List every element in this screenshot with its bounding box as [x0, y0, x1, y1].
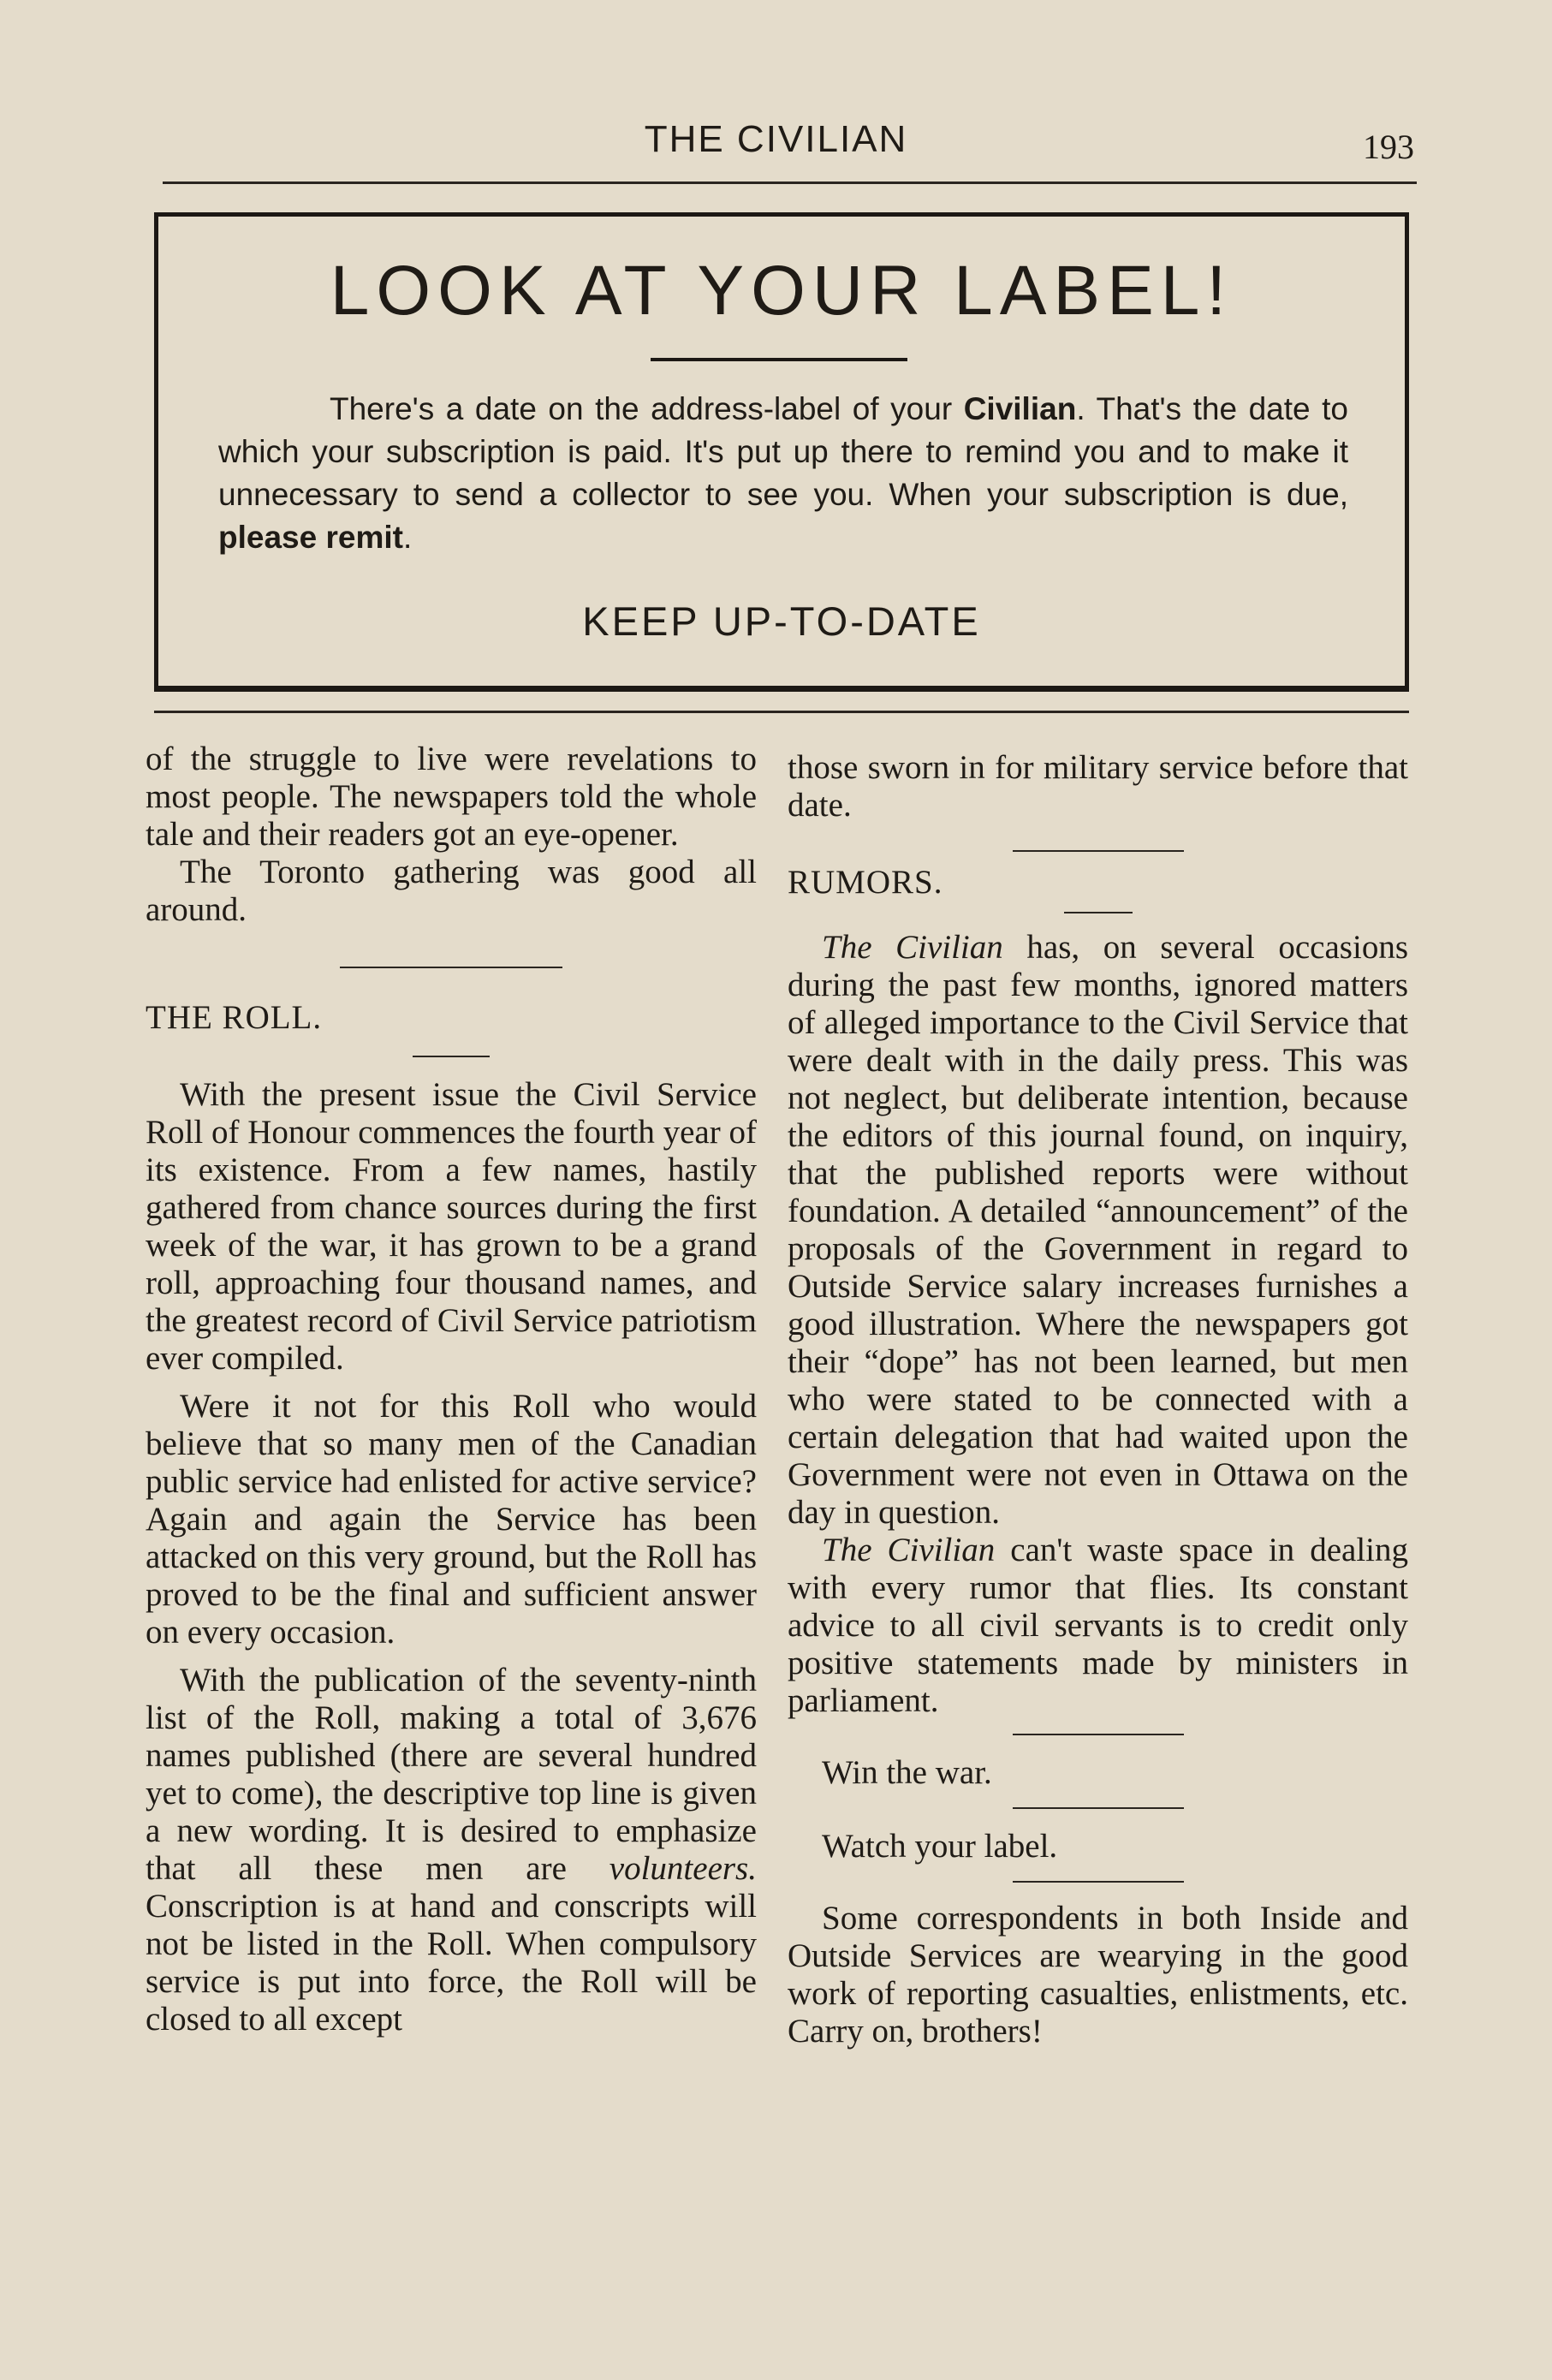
section-rule	[1013, 850, 1184, 852]
right-paragraph-1: those sworn in for military service before that date.	[788, 749, 1408, 824]
page-number: 193	[1363, 128, 1414, 166]
the-civilian-italic: The Civilian	[822, 1532, 996, 1568]
civilian-bold: Civilian	[963, 391, 1077, 426]
watch-your-label: Watch your label.	[822, 1828, 1058, 1865]
right-paragraph-4: Some correspondents in both Inside and Outside Services are wearying in the good work of reporting casualties, enlistments, etc. Carry on, brothers!	[788, 1900, 1408, 2050]
the-civilian-italic: The Civilian	[822, 929, 1003, 966]
label-notice-box	[154, 212, 1409, 692]
left-paragraph-2: The Toronto gathering was good all around.	[146, 854, 757, 928]
section-rule	[340, 967, 562, 968]
right-column	[788, 749, 1408, 2050]
notice-text	[218, 388, 1348, 559]
section-rule	[1013, 1807, 1184, 1809]
notice-text-part-1: There's a date on the address-label of your	[330, 391, 964, 426]
left-paragraph-3: With the present issue the Civil Service Roll of Honour commences the fourth year of its existence. From a few names, hastily gathered from chance sources during the first week of the war, it has grown to be a grand roll, approaching four thousand names, and the greatest record of Civil Service patriotism ever compiled.	[146, 1076, 757, 1377]
section-rule	[1013, 1881, 1184, 1883]
right-paragraph-2	[788, 929, 1408, 1532]
notice-text-part-2: . That's the date to which your subscription is paid. It's put up there to remind you and to make it unnecessary to send a collector to see you. When your subscription is due,	[218, 391, 1348, 512]
please-remit-bold: please remit	[218, 520, 403, 555]
roll-heading: THE ROLL.	[146, 999, 323, 1036]
notice-title: LOOK AT YOUR LABEL!	[330, 252, 1234, 330]
left-column	[146, 741, 757, 2038]
paragraph-2-body: has, on several occasions during the past few months, ignored matters of alleged importance to the Civil Service that were dealt with in the daily press. This was not neglect, but deliberate intention, because the editors of this journal found, on inquiry, that the published reports were without foundation. A detailed “announcement” of the proposals of the Government in regard to Outside Service salary increases furnishes a good illustration. Where the newspapers got their “dope” has not been learned, but men who were stated to be connected with a certain delegation that had waited upon the Government were not even in Ottawa on the day in question.	[788, 929, 1408, 1531]
heading-short-rule	[413, 1056, 490, 1057]
left-paragraph-1: of the struggle to live were revelations to most people. The newspapers told the whole tale and their readers got an eye-opener.	[146, 741, 757, 853]
notice-divider	[651, 358, 907, 361]
section-rule	[1013, 1734, 1184, 1735]
rumors-heading: RUMORS.	[788, 864, 943, 901]
paragraph-5-part-b: Conscription is at hand and conscripts will not be listed in the Roll. When compulsory service is put into force, the Roll will be closed to all except	[146, 1888, 757, 2038]
header-rule	[163, 181, 1417, 184]
heading-short-rule	[1064, 912, 1133, 913]
right-paragraph-3	[788, 1532, 1408, 1720]
left-paragraph-4: Were it not for this Roll who would believe that so many men of the Canadian public service had enlisted for active service? Again and again the Service has been attacked on this very ground, but the Roll has proved to be the final and sufficient answer on every occasion.	[146, 1388, 757, 1651]
paragraph-5-part-a: With the publication of the seventy-ninth list of the Roll, making a total of 3,676 names published (there are several hundred yet to come), the descriptive top line is given a new wording. It is desired to emphasize that all these men are	[146, 1662, 757, 1887]
keep-up-to-date: KEEP UP-TO-DATE	[582, 598, 981, 644]
win-the-war: Win the war.	[822, 1754, 992, 1791]
paragraph-3-body: can't waste space in dealing with every rumor that flies. Its constant advice to all civil servants is to credit only positive statements made by ministers in parliament.	[788, 1532, 1408, 1719]
left-paragraph-5	[146, 1662, 757, 2038]
running-head: THE CIVILIAN	[644, 118, 908, 160]
volunteers-italic: volunteers.	[609, 1850, 757, 1887]
notice-text-part-3: .	[402, 520, 413, 555]
box-underline-rule	[154, 711, 1409, 713]
